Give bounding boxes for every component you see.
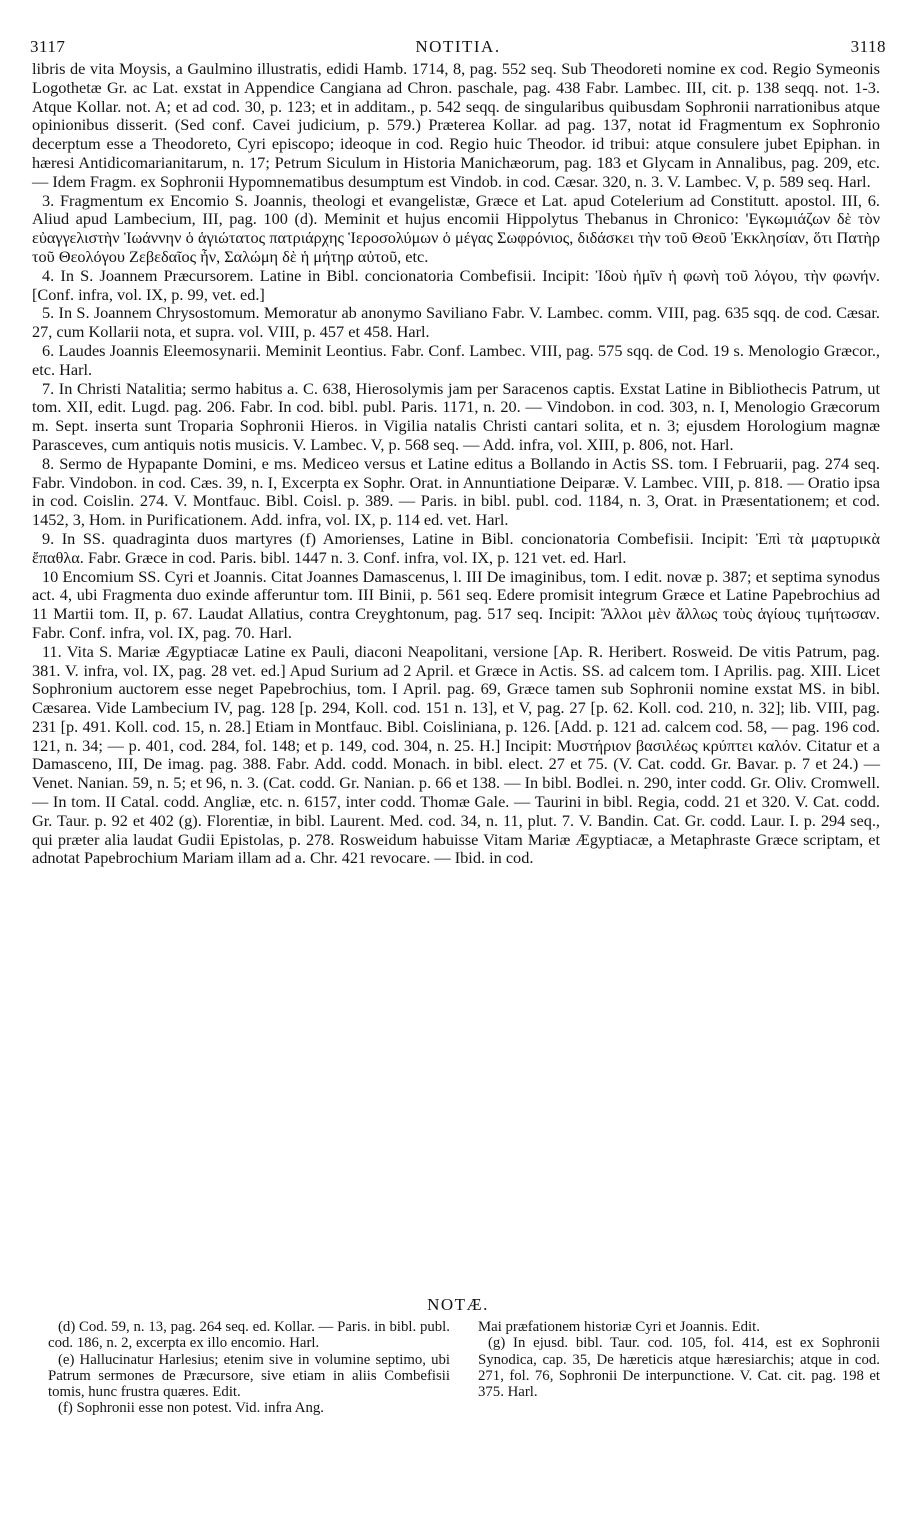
footnote-f: (f) Sophronii esse non potest. Vid. infra Ang. xyxy=(58,1400,324,1417)
paragraph-7-christi-natalitia: 7. In Christi Natalitia; sermo habitus a. C. 638, Hierosolymis jam per Saracenos captis. Exstat Latine in Bibliothecis Patrum, ut tom. XII, edit. Lugd. pag. 206. Fabr. In cod. bibl. publ. Paris. 1171, n. 20. — Vindobon. in cod. 303, n. I, Menologio Græcorum m. Sept. inserta sunt Troparia Sophronii Hieros. in Vigilia natalis Christi cantari solita, et n. 3; ejusdem Horologium magnæ Parasceves, cum antiquis notis musicis. V. Lambec. V, p. 568 seq. — Add. infra, vol. XIII, p. 806, not. Harl. xyxy=(32,378,880,454)
footnotes xyxy=(48,1319,880,1417)
paragraph-6-laudes-joannis: 6. Laudes Joannis Eleemosynarii. Meminit Leontius. Fabr. Conf. Lambec. VIII, pag. 575 sqq. de Cod. 19 s. Menologio Græcor., etc. Harl. xyxy=(32,340,880,379)
footnote-g: (g) In ejusd. bibl. Taur. cod. 105, fol. 414, est ex Sophronii Synodica, cap. 35, De hæreticis atque hæresiarchis; atque in cod. 271, fol. 76, Sophronii De interpunctione. V. Cat. cit. pag. 198 et 375. Harl. xyxy=(478,1335,880,1401)
paragraph-5-joannem-chrysostomum: 5. In S. Joannem Chrysostomum. Memoratur ab anonymo Saviliano Fabr. V. Lambec. comm. VIII, pag. 635 sqq. de cod. Cæsar. 27, cum Kollarii nota, et supra. vol. VIII, p. 457 et 458. Harl. xyxy=(32,303,880,342)
footnotes-right-column xyxy=(478,1319,880,1417)
paragraph-11-vita-mariae: 11. Vita S. Mariæ Ægyptiacæ Latine ex Pauli, diaconi Neapolitani, versione [Ap. R. Heribert. Rosweid. De vitis Patrum, pag. 381. V. infra, vol. IX, pag. 28 vet. ed.] Apud Surium ad 2 April. et Græce in Actis. SS. ad calcem tom. I Aprilis. pag. XIII. Licet Sophronium auctorem esse neget Papebrochius, tom. I April. pag. 69, Græce tamen sub Sophronii nomine exstat MS. in bibl. Cæsarea. Vide Lambecium IV, pag. 128 [p. 294, Koll. cod. 151 n. 13], et V, pag. 27 [p. 62. Koll. cod. 210, n. 32]; lib. VIII, pag. 231 [p. 491. Koll. cod. 15, n. 28.] Etiam in Montfauc. Bibl. Coisliniana, p. 126. [Add. p. 121 ad. calcem cod. 58, — pag. 196 cod. 121, n. 34; — p. 401, cod. 284, fol. 148; et p. 149, cod. 304, n. 25. H.] Incipit: Μυστήριον βασιλέως κρύπτει καλόν. Citatur et a Damasceno, III, De imag. pag. 388. Fabr. Add. codd. Monach. in bibl. elect. 27 et 75. (V. Cat. codd. Gr. Bavar. p. 7 et 24.) — Venet. Nanian. 59, n. 5; et 96, n. 3. (Cat. codd. Gr. Nanian. p. 66 et 138. — In bibl. Bodlei. n. 290, inter codd. Gr. Oliv. Cromwell. — In tom. II Catal. codd. Angliæ, etc. n. 6157, inter codd. Thomæ Gale. — Taurini in bibl. Regia, codd. 21 et 320. V. Cat. codd. Gr. Taur. p. 92 et 402 (g). Florentiæ, in bibl. Laurent. Med. cod. 34, n. 11, plut. 7. V. Bandin. Cat. Gr. codd. Laur. I. p. 294 seq., qui præter alia laudat Gudii Epistolas, p. 278. Rosweidum habuisse Vitam Mariæ Ægyptiacæ, a Metaphraste Græce scriptam, et adnotat Papebrochium Mariam illam ad a. Chr. 421 revocare. — Ibid. in cod. xyxy=(32,641,880,868)
main-text xyxy=(32,60,880,868)
notes-heading: NOTÆ. xyxy=(427,1295,489,1314)
paragraph-continued: libris de vita Moysis, a Gaulmino illustratis, edidi Hamb. 1714, 8, pag. 552 seq. Sub Theodoreti nomine ex cod. Regio Symeonis Logothetæ Gr. ac Lat. exstat in Appendice Cangiana ad Chron. paschale, pag. 438 Fabr. Lambec. III, cit. p. 138 seqq. not. 1-3. Atque Kollar. not. A; et ad cod. 30, p. 123; et in additam., p. 542 seqq. de singularibus quibusdam Sophronii narrationibus atque opinionibus disserit. (Sed conf. Cavei judicium, p. 579.) Præterea Kollar. ad pag. 137, notat id Fragmentum ex Sophronio decerptum esse a Theodoreto, Cyri episcopo; ideoque in cod. Regio huic Theodor. id tribui: atque consulere jubet Epiphan. in hæresi Antidicomarianitarum, n. 17; Petrum Siculum in Historia Manichæorum, pag. 183 et Glycam in Annalibus, pag. 209, etc. — Idem Fragm. ex Sophronii Hypomnematibus desumptum est Vindob. in cod. Cæsar. 320, n. 3. V. Lambec. V, p. 589 seq. Harl. xyxy=(32,59,880,191)
paragraph-9-quadraginta-martyres: 9. In SS. quadraginta duos martyres (f) Amorienses, Latine in Bibl. concionatoria Combefisii. Incipit: Ἐπὶ τὰ μαρτυρικὰ ἔπαθλα. Fabr. Græce in cod. Paris. bibl. 1447 n. 3. Conf. infra, vol. IX, p. 121 vet. ed. Harl. xyxy=(32,528,880,567)
paragraph-10-cyri-joannis: 10 Encomium SS. Cyri et Joannis. Citat Joannes Damascenus, l. III De imaginibus, tom. I edit. novæ p. 387; et septima synodus act. 4, ubi Fragmenta duo exinde afferuntur tom. III Binii, p. 561 seq. Edere promisit integrum Græce et Latine Papebrochius ad 11 Martii tom. II, p. 67. Laudat Allatius, contra Creyghtonum, pag. 517 seq. Incipit: Ἄλλοι μὲν ἄλλως τοὺς ἁγίους τιμήτωσαν. Fabr. Conf. infra, vol. IX, pag. 70. Harl. xyxy=(32,566,880,642)
paragraph-4-joannem-praecursorem: 4. In S. Joannem Præcursorem. Latine in Bibl. concionatoria Combefisii. Incipit: Ἰδοὺ ἡμῖν ἡ φωνὴ τοῦ λόγου, τὴν φωνήν. [Conf. infra, vol. IX, p. 99, vet. ed.] xyxy=(32,265,880,304)
footnote-d: (d) Cod. 59, n. 13, pag. 264 seq. ed. Kollar. — Paris. in bibl. publ. cod. 186, n. 2, excerpta ex illo encomio. Harl. xyxy=(48,1319,450,1352)
paragraph-8-hypapante: 8. Sermo de Hypapante Domini, e ms. Mediceo versus et Latine editus a Bollando in Actis SS. tom. I Februarii, pag. 274 seq. Fabr. Vindobon. in cod. Cæs. 39, n. I, Excerpta ex Sophr. Orat. in Annuntiatione Deiparæ. V. Lambec. VIII, p. 818. — Oratio ipsa in cod. Coislin. 274. V. Montfauc. Bibl. Coisl. p. 389. — Paris. in bibl. publ. cod. 1184, n. 3, Orat. in Præsentationem; et cod. 1452, 3, Hom. in Purificationem. Add. infra, vol. IX, p. 114 ed. vet. Harl. xyxy=(32,453,880,530)
footnote-e: (e) Hallucinatur Harlesius; etenim sive in volumine septimo, ubi Patrum sermones de Præcursore, sive etiam in aliis Combefisii tomis, hunc frustra quæres. Edit. xyxy=(48,1351,450,1401)
paragraph-3-encomium-joannis: 3. Fragmentum ex Encomio S. Joannis, theologi et evangelistæ, Græce et Lat. apud Cotelerium ad Constitutt. apostol. III, 6. Aliud apud Lambecium, III, pag. 100 (d). Meminit et hujus encomii Hippolytus Thebanus in Chronico: 'Εγκωμιάζων δὲ τὸν εὐαγγελιστὴν Ἰωάννην ὁ ἁγιώτατος πατριάρχης Ἱεροσολύμων ὁ μέγας Σωφρόνιος, διδάσκει τὴν τοῦ Θεοῦ Ἐκκλησίαν, ὅτι Πατὴρ τοῦ Θεολόγου Ζεβεδαῖος ἦν, Σαλώμη δὲ ἡ μήτηρ αὐτοῦ, etc. xyxy=(32,190,880,266)
footnotes-left-column xyxy=(48,1319,450,1417)
left-page-number: 3117 xyxy=(30,37,66,56)
running-title: NOTITIA. xyxy=(415,37,501,56)
footnote-f-continued: Mai præfationem historiæ Cyri et Joannis. Edit. xyxy=(478,1319,760,1335)
right-page-number: 3118 xyxy=(850,37,886,56)
